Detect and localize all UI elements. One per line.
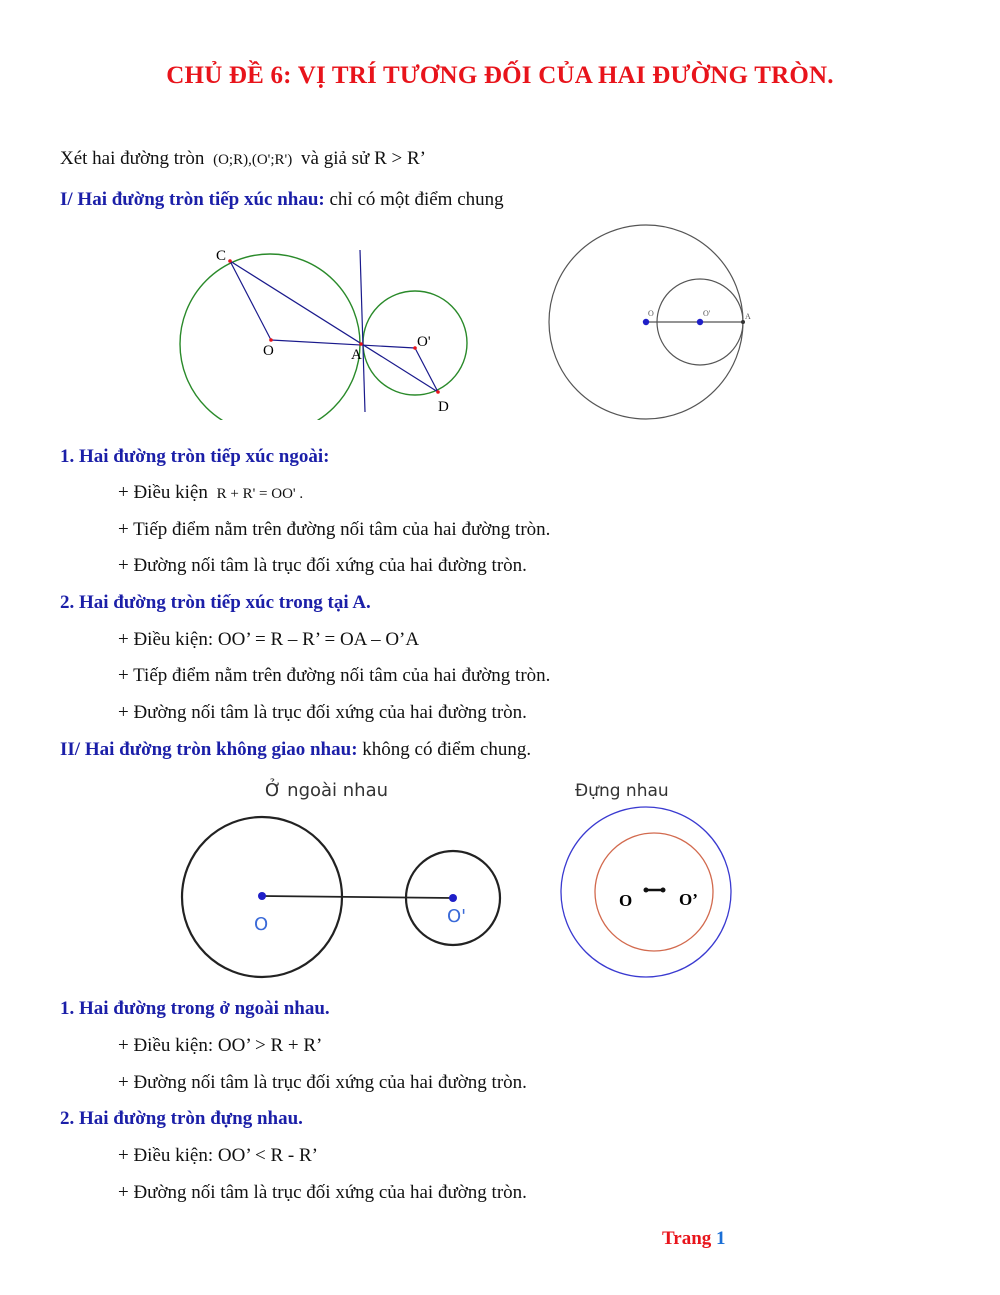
label-o-prime: O': [417, 334, 431, 350]
figure-external-tangent: [175, 240, 475, 420]
figure-outside-each-other: [175, 772, 515, 992]
caption-outside: Ở ngoài nhau: [265, 780, 389, 801]
section-2-heading: II/ Hai đường tròn không giao nhau:: [60, 739, 358, 760]
intro-line: [60, 148, 426, 170]
label-d: D: [438, 399, 449, 415]
small-circle: [363, 291, 467, 395]
section-1-text: chỉ có một điểm chung: [324, 189, 504, 210]
point-o: [643, 319, 649, 325]
label-o-prime: O’: [679, 890, 698, 909]
sub-1-item: + Tiếp điểm nằm trên đường nối tâm của hai đường tròn.: [118, 519, 551, 540]
label-o: O: [619, 891, 633, 910]
label-o-prime: O': [447, 906, 467, 927]
section-1-heading: I/ Hai đường tròn tiếp xúc nhau:: [60, 189, 325, 210]
point-c: [228, 259, 232, 263]
point-o-prime: [449, 894, 457, 902]
section-1-line: [60, 189, 504, 211]
sub-2-item: + Điều kiện: OO’ = R – R’ = OA – O’A: [118, 629, 420, 650]
label-c: C: [216, 248, 227, 264]
point-o: [644, 888, 649, 893]
figure-nested: [555, 772, 745, 987]
intro-suffix: và giả sử R > R’: [301, 148, 426, 169]
sub-1-heading: 1. Hai đường tròn tiếp xúc ngoài:: [60, 446, 330, 467]
label-o: O: [263, 343, 274, 359]
sub-4-heading: 2. Hai đường tròn đựng nhau.: [60, 1108, 303, 1129]
footer-label: Trang: [662, 1228, 712, 1249]
label-a: A: [351, 347, 362, 363]
page-number: 1: [716, 1228, 726, 1249]
point-o-prime: [697, 319, 703, 325]
sub-4-item: + Đường nối tâm là trục đối xứng của hai đường tròn.: [118, 1182, 527, 1203]
section-2-line: [60, 739, 531, 761]
point-o: [258, 892, 266, 900]
point-o: [269, 338, 273, 342]
point-d: [436, 390, 440, 394]
sub-4-item: + Điều kiện: OO’ < R - R’: [118, 1145, 318, 1166]
sub-2-item: + Đường nối tâm là trục đối xứng của hai đường tròn.: [118, 702, 527, 723]
line-o-o-prime: [262, 896, 453, 898]
sub-3-heading: 1. Hai đường trong ở ngoài nhau.: [60, 998, 330, 1019]
label-o-prime: O': [703, 309, 711, 318]
segment-c-o: [230, 261, 271, 340]
sub-1-condition-math: R + R' = OO' .: [216, 486, 304, 502]
sub-2-item: + Tiếp điểm nằm trên đường nối tâm của hai đường tròn.: [118, 665, 551, 686]
caption-nested: Đựng nhau: [575, 781, 669, 801]
sub-3-item: + Điều kiện: OO’ > R + R’: [118, 1035, 323, 1056]
intro-prefix: Xét hai đường tròn: [60, 148, 205, 169]
sub-1-item: + Đường nối tâm là trục đối xứng của hai đường tròn.: [118, 555, 527, 576]
section-2-text: không có điểm chung.: [357, 739, 532, 760]
label-o: O: [648, 309, 654, 318]
intro-math: (O;R),(O';R'): [213, 152, 293, 168]
page-title: CHỦ ĐỀ 6: VỊ TRÍ TƯƠNG ĐỐI CỦA HAI ĐƯỜNG TRÒN.: [166, 62, 834, 89]
sub-3-item: + Đường nối tâm là trục đối xứng của hai đường tròn.: [118, 1072, 527, 1093]
label-o: O: [254, 914, 269, 935]
point-a: [359, 342, 363, 346]
segment-o-o-prime: [271, 340, 415, 348]
label-a: A: [745, 312, 751, 321]
sub-1-condition-prefix: + Điều kiện: [118, 482, 208, 503]
page-footer: [662, 1228, 726, 1250]
sub-1-condition: [118, 482, 303, 504]
figure-internal-tangent: [545, 222, 755, 427]
sub-2-heading: 2. Hai đường tròn tiếp xúc trong tại A.: [60, 592, 371, 613]
point-o-prime: [661, 888, 666, 893]
